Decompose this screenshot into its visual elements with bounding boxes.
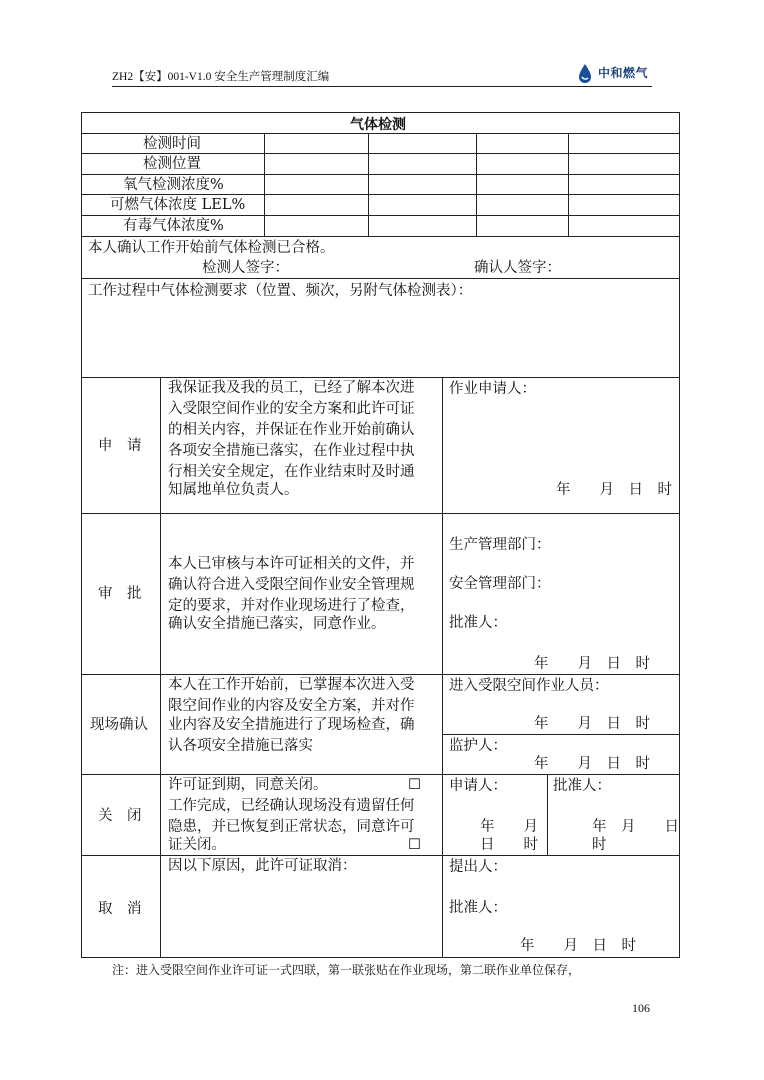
- gas-row-label: 检测时间: [143, 136, 201, 152]
- apply-line: 我保证我及我的员工，已经了解本次进: [168, 380, 415, 396]
- close-approver-date: 年 月 日: [592, 819, 679, 835]
- close-approver-label: 批准人：: [553, 778, 611, 794]
- close-label: 关 闭: [98, 808, 142, 824]
- production-dept-label: 生产管理部门：: [449, 537, 551, 553]
- close-line: 许可证到期，同意关闭。: [168, 777, 328, 793]
- approver-label: 批准人：: [449, 615, 507, 631]
- cancel-label: 取 消: [98, 901, 142, 917]
- approve-line: 定的要求，并对作业现场进行了检查，: [168, 598, 415, 614]
- close-checkbox[interactable]: ☐: [408, 837, 421, 853]
- onsite-label: 现场确认: [90, 717, 148, 733]
- close-line: 隐患，并已恢复到正常状态，同意许可: [168, 819, 415, 835]
- tester-signature-label: 检测人签字：: [202, 260, 289, 276]
- apply-line: 知属地单位负责人。: [168, 482, 299, 498]
- apply-line: 各项安全措施已落实，在作业过程中执: [168, 443, 415, 459]
- close-applicant-date: 日 时: [480, 837, 538, 853]
- gas-row-label: 氧气检测浓度%: [123, 177, 224, 193]
- approve-line: 本人已审核与本许可证相关的文件，并: [168, 556, 415, 572]
- close-applicant-label: 申请人：: [449, 778, 507, 794]
- approve-line: 确认符合进入受限空间作业安全管理规: [168, 577, 415, 593]
- gas-requirement-text: 工作过程中气体检测要求（位置、频次，另附气体检测表）：: [88, 283, 473, 299]
- gas-row-label: 检测位置: [143, 156, 201, 172]
- onsite-line: 业内容及安全措施进行了现场检查，确: [168, 717, 415, 733]
- apply-line: 入受限空间作业的安全方案和此许可证: [168, 401, 415, 417]
- onsite-line: 限空间作业的内容及安全方案，并对作: [168, 698, 415, 714]
- apply-date: 年 月 日 时: [556, 482, 672, 498]
- apply-line: 的相关内容，并保证在作业开始前确认: [168, 422, 415, 438]
- close-approver-date: 时: [592, 837, 607, 853]
- onsite-line: 认各项安全措施已落实: [168, 738, 313, 754]
- apply-line: 行相关安全规定，在作业结束时及时通: [168, 464, 415, 480]
- page-number: 106: [632, 1001, 650, 1015]
- close-line: 工作完成，已经确认现场没有遗留任何: [168, 798, 415, 814]
- safety-dept-label: 安全管理部门：: [449, 576, 551, 592]
- close-line: 证关闭。: [168, 837, 226, 853]
- gas-row-label: 可燃气体浓度 LEL%: [110, 197, 246, 213]
- guardian-date: 年 月 日 时: [534, 756, 650, 772]
- gas-section-title: 气体检测: [350, 117, 406, 133]
- footnote: 注：进入受限空间作业许可证一式四联，第一联张贴在作业现场，第二联作业单位保存，: [112, 963, 581, 977]
- gas-confirm-text: 本人确认工作开始前气体检测已合格。: [88, 240, 335, 256]
- cancel-text: 因以下原因，此许可证取消：: [168, 858, 357, 874]
- apply-label: 申 请: [98, 438, 142, 454]
- gas-row-label: 有毒气体浓度%: [123, 218, 224, 234]
- approve-line: 确认安全措施已落实，同意作业。: [168, 616, 386, 632]
- entrants-label: 进入受限空间作业人员：: [449, 678, 609, 694]
- onsite-date: 年 月 日 时: [534, 716, 650, 732]
- close-checkbox[interactable]: ☐: [408, 777, 421, 793]
- cancel-date: 年 月 日 时: [520, 938, 636, 954]
- approve-date: 年 月 日 时: [534, 656, 650, 672]
- logo-text: 中和燃气: [598, 66, 649, 80]
- cancel-approver-label: 批准人：: [449, 900, 507, 916]
- onsite-line: 本人在工作开始前，已掌握本次进入受: [168, 677, 415, 693]
- approve-label: 审 批: [98, 586, 142, 602]
- applicant-label: 作业申请人：: [449, 381, 536, 397]
- guardian-label: 监护人：: [449, 738, 507, 754]
- proposer-label: 提出人：: [449, 859, 507, 875]
- confirmer-signature-label: 确认人签字：: [474, 260, 561, 276]
- close-applicant-date: 年 月: [480, 819, 538, 835]
- document-header: ZH2【安】001-V1.0 安全生产管理制度汇编: [112, 71, 330, 83]
